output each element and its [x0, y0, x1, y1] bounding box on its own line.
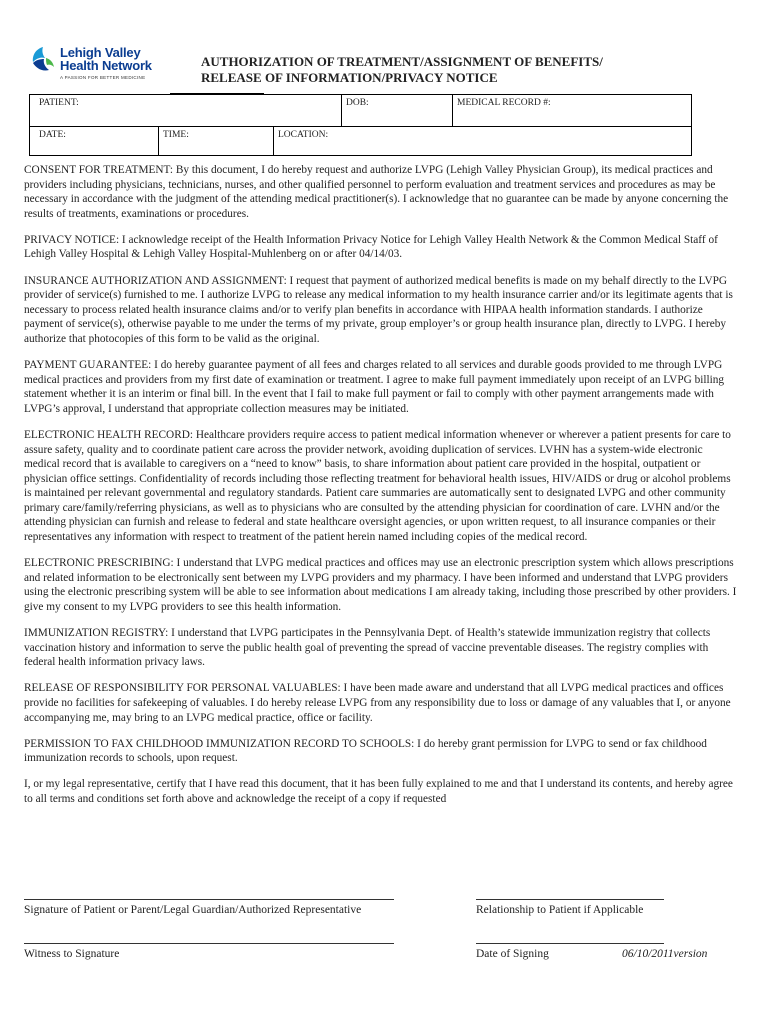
- divider: [452, 95, 453, 126]
- eprescribing-paragraph: ELECTRONIC PRESCRIBING: I understand that LVPG medical practices and offices may use an electronic prescription system which allows prescriptions and related information to be electronically sent between my LVPG providers and my pharmacy. I have been informed and understand that LVPG providers using the electronic prescribing system will be able to see information about medications I am already taking, including those prescribed by other providers. I give my consent to my LVPG providers to see this health information.: [24, 557, 737, 613]
- divider: [273, 126, 274, 156]
- medical-record-field-label: MEDICAL RECORD #:: [457, 98, 551, 108]
- divider: [341, 95, 342, 126]
- ehr-paragraph: ELECTRONIC HEALTH RECORD: Healthcare providers require access to patient medical information whenever or wherever a patient presents for care to assure safety, quality and to coordinate patient care across the provider network, avoiding duplication of services. LVHN has a system-wide electronic medical record that is available to caregivers on a “need to know” basis, to share information about patient care provided in the hospital, outpatient or physician office settings. Confidentiality of records including those reflecting treatment for behavioral health issues, HIV/AIDS or drug or alcohol problems is maintained per relevant governmental and regulatory standards. Patient care summaries are automatically sent to designated LVPG and other community primary care/family/referring physicians, as well as to physicians who are consulted by the attending physician for coordination of care. LVHN and/or the attending physician can furnish and release to federal and state healthcare oversight agencies, or upon written request, to all insurance companies or their representatives any information with respect to treatment of the patient herein named including copies of the medical record.: [24, 428, 731, 544]
- divider: [158, 126, 159, 156]
- patient-info-box: [29, 94, 692, 156]
- lvhn-logo: [30, 44, 170, 86]
- location-field-label: LOCATION:: [278, 130, 329, 140]
- date-of-signing-line[interactable]: [476, 943, 664, 944]
- valuables-paragraph: RELEASE OF RESPONSIBILITY FOR PERSONAL VALUABLES: I have been made aware and understand that all LVPG medical practices and offices provide no facilities for safekeeping of valuables. I do hereby release LVPG from any responsibility due to loss or damage of any valuables that I, or anyone accompanying me, may bring to an LVPG medical practice, office or facility.: [24, 682, 731, 724]
- insurance-paragraph: INSURANCE AUTHORIZATION AND ASSIGNMENT: I request that payment of authorized medical benefits is made on my behalf directly to the LVPG provider of service(s) furnished to me. I authorize LVPG to release any medical information to my health insurance carrier and/or its legitimate agents that is necessary to process related health insurance claims and/or to verify plan benefits in accordance with HIPAA health information standards. I authorize payment of service(s), otherwise payable to me under the terms of my private, group employer’s or group health insurance plan, directly to LVPG. I hereby authorize that photocopies of this form to be valid as the original.: [24, 274, 733, 345]
- lvhn-leaf-icon: [30, 46, 56, 74]
- certification-paragraph: I, or my legal representative, certify that I have read this document, that it has been fully explained to me and that I understand its contents, and hereby agree to all terms and conditions set forth above and acknowledge the receipt of a copy if requested: [24, 778, 733, 805]
- date-field-label: DATE:: [39, 130, 66, 140]
- witness-signature-line[interactable]: [24, 943, 394, 944]
- time-field-label: TIME:: [163, 130, 189, 140]
- title-line-1: AUTHORIZATION OF TREATMENT/ASSIGNMENT OF BENEFITS/: [201, 54, 603, 69]
- version-label: 06/10/2011version: [622, 948, 708, 960]
- consent-paragraph: CONSENT FOR TREATMENT: By this document, I do hereby request and authorize LVPG (Lehigh Valley Physician Group), its medical practices and providers including physicians, technicians, nurses, and other qualified personnel to perform evaluation and treatment services and procedures as may be necessary in accordance with the judgment of the attending medical practitioner(s). I acknowledge that no guarantee can be made by anyone concerning the results of treatments, examinations or procedures.: [24, 164, 729, 220]
- relationship-line[interactable]: [476, 899, 664, 900]
- patient-signature-line[interactable]: [24, 899, 394, 900]
- form-body: [24, 163, 740, 818]
- divider: [30, 126, 691, 127]
- privacy-paragraph: PRIVACY NOTICE: I acknowledge receipt of the Health Information Privacy Notice for Lehigh Valley Health Network & the Common Medical Staff of Lehigh Valley Hospital & Lehigh Valley Hospital-Muhlenberg on or after 04/14/03.: [24, 233, 718, 261]
- relationship-label: Relationship to Patient if Applicable: [476, 904, 644, 916]
- immunization-paragraph: IMMUNIZATION REGISTRY: I understand that LVPG participates in the Pennsylvania Dept. of Health’s statewide immunization registry that collects vaccination history and information to serve the public health goal of preventing the spread of vaccine preventable diseases. The registry complies with federal health information privacy laws.: [24, 627, 711, 669]
- date-of-signing-label: Date of Signing: [476, 948, 549, 960]
- payment-paragraph: PAYMENT GUARANTEE: I do hereby guarantee payment of all fees and charges related to all services and durable goods provided to me through LVPG medical practices and providers from my first date of examination or treatment. I agree to make full payment immediately upon receipt of an LVPG billing statement whether it is an interim or final bill. In the event that I fail to make full payment or fail to comply with other payment arrangements made with LVPG’s approval, I understand that appropriate collection measures may be initiated.: [24, 359, 725, 415]
- form-title: [201, 54, 603, 86]
- logo-line-1: Lehigh Valley: [60, 45, 141, 60]
- fax-paragraph: PERMISSION TO FAX CHILDHOOD IMMUNIZATION RECORD TO SCHOOLS: I do hereby grant permission for LVPG to send or fax childhood immunization records to schools, upon request.: [24, 737, 707, 765]
- title-line-2: RELEASE OF INFORMATION/PRIVACY NOTICE: [201, 70, 498, 85]
- logo-line-2: Health Network: [60, 58, 152, 73]
- logo-tagline: A PASSION FOR BETTER MEDICINE: [60, 75, 146, 80]
- dob-field-label: DOB:: [346, 98, 369, 108]
- witness-label: Witness to Signature: [24, 948, 120, 960]
- patient-signature-label: Signature of Patient or Parent/Legal Guardian/Authorized Representative: [24, 904, 362, 916]
- patient-field-label: PATIENT:: [39, 98, 79, 108]
